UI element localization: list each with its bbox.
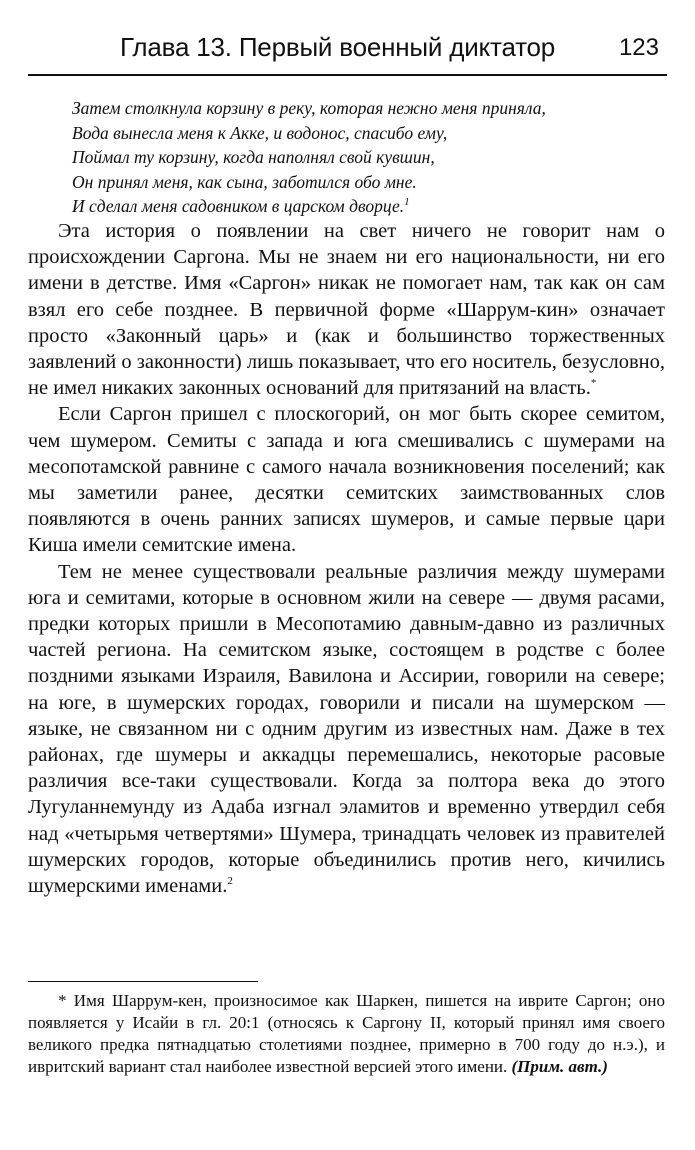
paragraph [28,559,665,900]
paragraph [28,218,665,401]
epigraph-poem [72,96,662,219]
paragraph [28,401,665,558]
epigraph-line-text: И сделал меня садовником в царском дворце. [72,196,405,216]
endnote-ref: 2 [227,875,233,888]
footnote-marker: * [58,991,67,1010]
footnote [28,990,665,1078]
running-header [28,30,667,76]
footnote-ref: * [590,377,597,390]
epigraph-line: Затем столкнула корзину в реку, которая нежно меня приняла, [72,98,546,118]
footnote-text: Имя Шаррум-кен, произносимое как Шаркен, пишется на иврите Саргон; оно появляется у Исайи в гл. 20:1 (относясь к Саргону II, который принял имя своего великого предка пятнадцатью столетиями позднее, примерно в 700 году до н.э.), и ивритский вариант стал наиболее известной версией этого имени. [28,991,666,1076]
paragraph-text: Тем не менее существовали реальные различия между шумерами юга и семитами, которые в основном жили на севере — двумя расами, предки которых пришли в Месопотамию давным-давно из различных частей региона. На семитском языке, состоящем в родстве с более поздними языками Израиля, Вавилона и Ассирии, говорили на севере; на юге, в шумерских городах, говорили и писали на шумерском — языке, не связанном ни с одним другим из известных нам. Даже в тех районах, где шумеры и аккадцы перемешались, некоторые расовые различия все-таки существовали. Когда за полтора века до этого Лугуланнемунду из Адаба изгнал эламитов и временно утвердил себя над «четырьмя четвертями» Шумера, тринадцать человек из правителей шумерских городов, которые объединились против него, кичились шумерскими именами. [28,560,665,898]
footnote-author-label: (Прим. авт.) [511,1057,608,1076]
chapter-title: Глава 13. Первый военный диктатор [120,32,556,62]
epigraph-line [72,194,662,219]
endnote-ref: 1 [404,196,410,209]
epigraph-line: Поймал ту корзину, когда наполнял свой кувшин, [72,147,435,167]
epigraph-line: Он принял меня, как сына, заботился обо мне. [72,171,417,192]
main-body [28,218,665,899]
epigraph-line: Вода вынесла меня к Акке, и водонос, спасибо ему, [72,122,448,143]
page-number: 123 [618,34,659,61]
footnote-divider [28,981,258,982]
paragraph-text: Эта история о появлении на свет ничего не говорит нам о происхождении Саргона. Мы не знаем ни его национальности, ни его имени в детстве. Имя «Саргон» никак не помогает нам, так как он сам взял его себе позднее. В первичной форме «Шаррум-кин» означает просто «Законный царь» и (как и большинство торжественных заявлений о законности) лишь показывает, что его носитель, безусловно, не имел никаких законных оснований для притязаний на власть. [28,220,665,400]
paragraph-text: Если Саргон пришел с плоскогорий, он мог быть скорее семитом, чем шумером. Семиты с запада и юга смешивались с шумерами на месопотамской равнине с самого начала возникновения поселений; как мы заметили ранее, десятки семитских заимствованных слов появляются в очень ранних записях шумеров, и самые первые цари Киша имели семитские имена. [28,403,665,557]
